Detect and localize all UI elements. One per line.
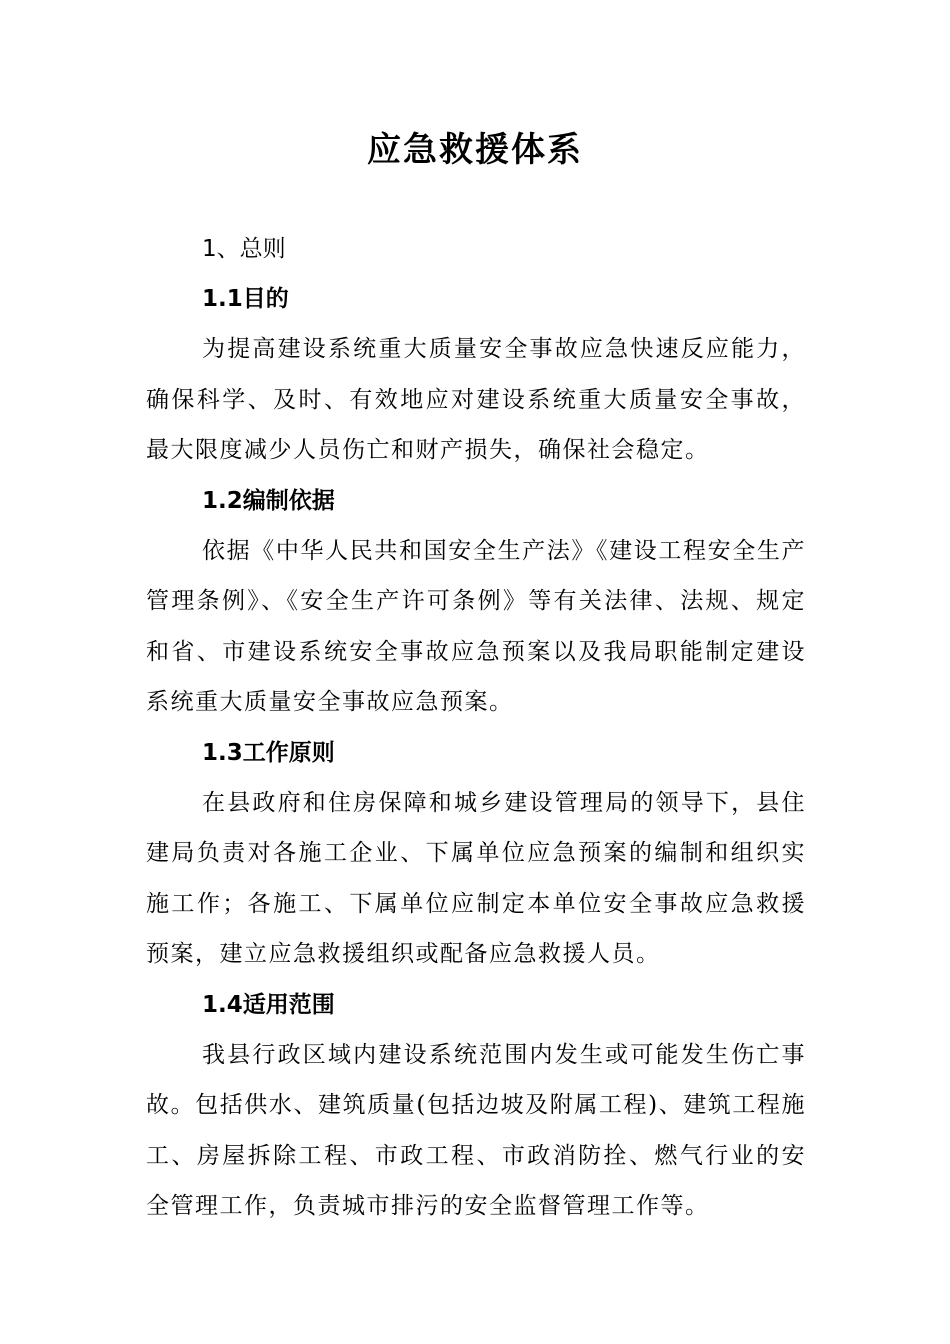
document-body <box>146 224 806 1232</box>
section-heading-principles: 1.3工作原则 <box>202 739 335 766</box>
section-heading-purpose: 1.1目的 <box>202 286 289 312</box>
section-heading-general: 1、总则 <box>202 236 286 262</box>
section-paragraph-principles: 在县政府和住房保障和城乡建设管理局的领导下，县住建局负责对各施工企业、下属单位应急预案的编制和组织实施工作；各施工、下属单位应制定本单位安全事故应急救援预案，建立应急救援组织或配备应急救援人员。 <box>146 789 806 967</box>
section-heading-scope: 1.4适用范围 <box>202 991 335 1018</box>
section-paragraph-basis: 依据《中华人民共和国安全生产法》《建设工程安全生产管理条例》、《安全生产许可条例》等有关法律、法规、规定和省、市建设系统安全事故应急预案以及我局职能制定建设系统重大质量安全事故应急预案。 <box>146 537 806 715</box>
section-paragraph-purpose: 为提高建设系统重大质量安全事故应急快速反应能力，确保科学、及时、有效地应对建设系统重大质量安全事故，最大限度减少人员伤亡和财产损失，确保社会稳定。 <box>146 336 806 463</box>
section-paragraph-scope: 我县行政区域内建设系统范围内发生或可能发生伤亡事故。包括供水、建筑质量(包括边坡及附属工程)、建筑工程施工、房屋拆除工程、市政工程、市政消防拴、燃气行业的安全管理工作，负责城市排污的安全监督管理工作等。 <box>146 1041 806 1219</box>
section-heading-basis: 1.2编制依据 <box>202 487 335 514</box>
document-title: 应急救援体系 <box>367 130 583 170</box>
